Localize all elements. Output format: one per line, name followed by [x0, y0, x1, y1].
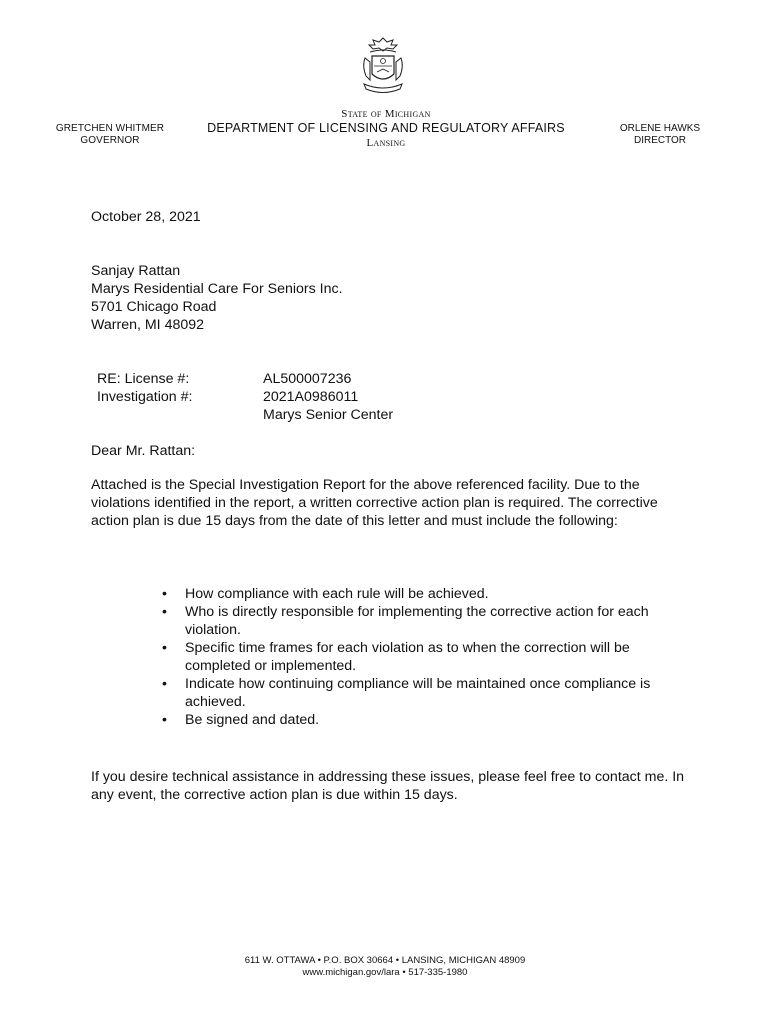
governor-block — [40, 123, 180, 147]
investigation-number: 2021A0986011 — [263, 389, 359, 405]
recipient-name: Sanjay Rattan — [91, 263, 181, 279]
facility-name: Marys Senior Center — [263, 407, 394, 423]
requirement-text: Who is directly responsible for implementing the corrective action for each violation. — [185, 604, 649, 638]
list-item — [160, 585, 690, 603]
bullet-icon: • — [162, 676, 167, 692]
michigan-seal-icon — [356, 36, 410, 96]
letter-date: October 28, 2021 — [91, 209, 201, 225]
list-item — [160, 711, 690, 729]
governor-title: GOVERNOR — [80, 135, 140, 146]
requirement-text: Be signed and dated. — [185, 712, 320, 728]
recipient-organization: Marys Residential Care For Seniors Inc. — [91, 281, 343, 297]
requirement-text: How compliance with each rule will be achieved. — [185, 586, 489, 602]
investigation-label: Investigation #: — [97, 389, 193, 405]
requirement-text: Specific time frames for each violation as to when the correction will be completed or implemented. — [185, 640, 630, 674]
facility-row — [97, 406, 517, 424]
department-header — [186, 107, 586, 150]
bullet-icon: • — [162, 640, 167, 656]
requirements-list — [160, 585, 690, 729]
closing-paragraph: If you desire technical assistance in addressing these issues, please feel free to contact me. In any event, the corrective action plan is due within 15 days. — [91, 769, 685, 803]
intro-paragraph: Attached is the Special Investigation Report for the above referenced facility. Due to the violations identified in the report, a written corrective action plan is required. The corrective action plan is due 15 days from the date of this letter and must include the following: — [91, 477, 658, 529]
state-name: State of Michigan — [341, 108, 431, 120]
salutation: Dear Mr. Rattan: — [91, 443, 196, 459]
recipient-city: Warren, MI 48092 — [91, 317, 205, 333]
department-name: DEPARTMENT OF LICENSING AND REGULATORY AFFAIRS — [207, 121, 565, 135]
list-item — [160, 603, 690, 639]
footer-address: 611 W. OTTAWA • P.O. BOX 30664 • LANSING, MICHIGAN 48909 — [244, 955, 526, 966]
list-item — [160, 639, 690, 675]
director-title: DIRECTOR — [633, 135, 687, 146]
bullet-icon: • — [162, 712, 167, 728]
requirement-text: Indicate how continuing compliance will be maintained once compliance is achieved. — [185, 676, 651, 710]
recipient-address — [91, 262, 343, 334]
bullet-icon: • — [162, 586, 167, 602]
license-row — [97, 370, 517, 388]
footer-contact: www.michigan.gov/lara • 517-335-1980 — [302, 967, 468, 978]
footer — [185, 955, 585, 979]
recipient-street: 5701 Chicago Road — [91, 299, 217, 315]
governor-name: GRETCHEN WHITMER — [55, 123, 165, 134]
license-number: AL500007236 — [263, 371, 352, 387]
license-label: RE: License #: — [97, 371, 190, 387]
list-item — [160, 675, 690, 711]
director-block — [590, 123, 730, 147]
investigation-row — [97, 388, 517, 406]
reference-block — [97, 370, 517, 424]
director-name: ORLENE HAWKS — [619, 123, 701, 134]
city-name: Lansing — [366, 137, 406, 149]
bullet-icon: • — [162, 604, 167, 620]
